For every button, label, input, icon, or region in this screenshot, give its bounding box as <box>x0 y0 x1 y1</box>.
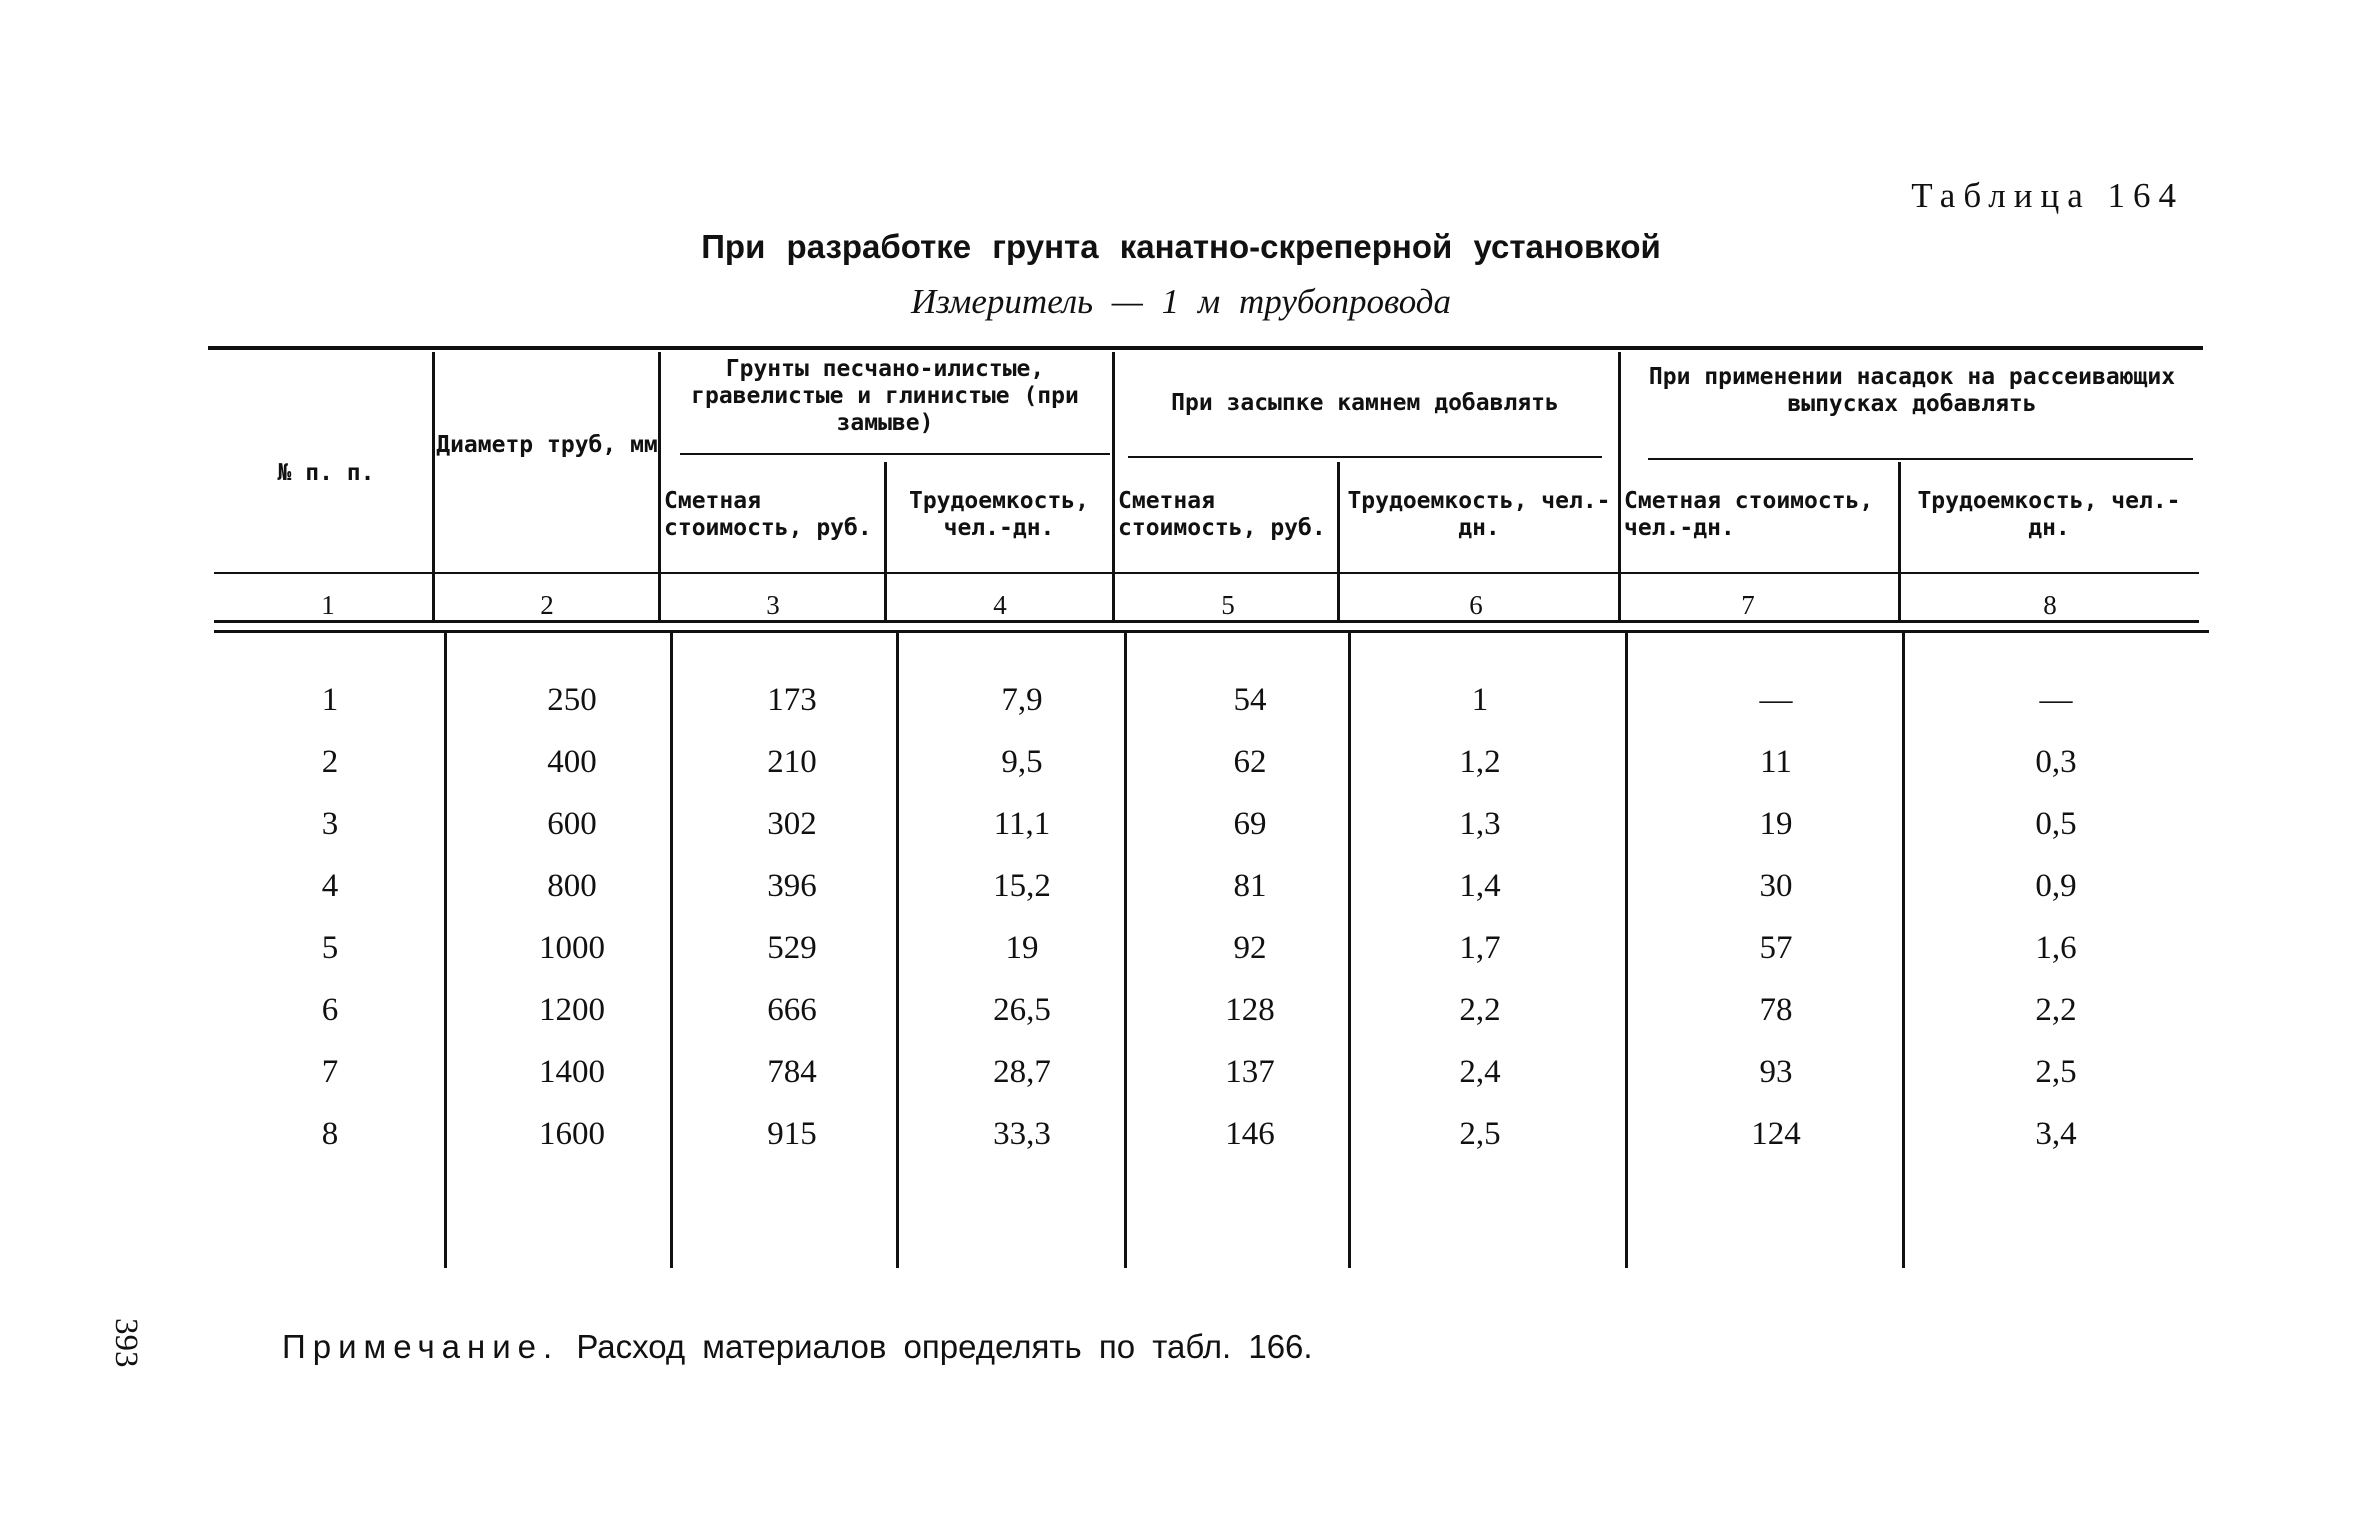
group3-underline <box>1648 458 2193 460</box>
table-cell: — <box>1759 682 1793 718</box>
table-cell: 6 <box>321 992 339 1028</box>
table-cell: 124 <box>1751 1116 1801 1152</box>
table-cell: 2,5 <box>1459 1116 1501 1152</box>
header-labor-4: Трудоемкость, чел.-дн. <box>908 488 1089 541</box>
body-divider-1 <box>444 632 447 1268</box>
table-cell: 1 <box>1471 682 1489 718</box>
table-cell: 7 <box>321 1054 339 1090</box>
table-cell: 11,1 <box>993 806 1051 842</box>
table-cell: 128 <box>1225 992 1275 1028</box>
table-note <box>282 1328 1313 1366</box>
table-cell: 93 <box>1759 1054 1793 1090</box>
table-cell: 915 <box>767 1116 817 1152</box>
table-cell: 0,3 <box>2035 744 2077 780</box>
table-cell: 15,2 <box>993 868 1051 904</box>
table-label: Таблица 164 <box>1911 176 2184 215</box>
column-number: 1 <box>321 590 335 620</box>
header-diameter: Диаметр труб, мм <box>436 432 658 458</box>
column-number: 3 <box>766 590 780 620</box>
table-cell: 1,4 <box>1459 868 1501 904</box>
header-npp: № п. п. <box>277 460 375 486</box>
table-cell: 3,4 <box>2035 1116 2077 1152</box>
header-group2: При засыпке камнем добавлять <box>1171 390 1559 416</box>
table-cell: 11 <box>1760 744 1792 780</box>
table-cell: 2,2 <box>1459 992 1501 1028</box>
table-cell: 1000 <box>539 930 605 966</box>
table-cell: 3 <box>321 806 339 842</box>
table-cell: 1 <box>321 682 339 718</box>
header-divider-5 <box>1337 462 1340 620</box>
table-cell: 9,5 <box>1001 744 1043 780</box>
table-cell: 2,4 <box>1459 1054 1501 1090</box>
header-divider-1 <box>432 352 435 620</box>
group2-underline <box>1128 456 1602 458</box>
table-cell: 173 <box>767 682 817 718</box>
header-labor-8: Трудоемкость, чел.-дн. <box>1917 488 2181 541</box>
table-cell: 78 <box>1759 992 1793 1028</box>
group1-underline <box>680 453 1110 455</box>
table-cell: 210 <box>767 744 817 780</box>
table-cell: 800 <box>547 868 597 904</box>
column-number: 8 <box>2043 590 2057 620</box>
table-cell: 19 <box>1005 930 1039 966</box>
table-cell: 30 <box>1759 868 1793 904</box>
table-cell: 69 <box>1233 806 1267 842</box>
table-cell: 57 <box>1759 930 1793 966</box>
table-cell: 1,7 <box>1459 930 1501 966</box>
note-text: Расход материалов определять по табл. 166. <box>576 1328 1313 1365</box>
table-cell: — <box>2039 682 2073 718</box>
table-cell: 33,3 <box>993 1116 1051 1152</box>
table-cell: 666 <box>767 992 817 1028</box>
table-cell: 81 <box>1233 868 1267 904</box>
table-cell: 92 <box>1233 930 1267 966</box>
body-divider-4 <box>1124 632 1127 1268</box>
table-cell: 1,3 <box>1459 806 1501 842</box>
table-cell: 396 <box>767 868 817 904</box>
table-cell: 0,5 <box>2035 806 2077 842</box>
body-divider-5 <box>1348 632 1351 1268</box>
header-cost-3: Сметная стоимость, руб. <box>664 488 872 541</box>
table-title: При разработке грунта канатно-скреперной установкой <box>701 228 1661 265</box>
table-cell: 1600 <box>539 1116 605 1152</box>
page-number: 393 <box>108 1318 144 1368</box>
table-cell: 0,9 <box>2035 868 2077 904</box>
note-label: Примечание. <box>282 1328 560 1365</box>
header-cost-7: Сметная стоимость, чел.-дн. <box>1624 488 1874 541</box>
table-cell: 250 <box>547 682 597 718</box>
table-cell: 1,6 <box>2035 930 2077 966</box>
table-top-rule <box>208 346 2203 350</box>
header-divider-3 <box>884 462 887 620</box>
table-cell: 529 <box>767 930 817 966</box>
table-cell: 62 <box>1233 744 1267 780</box>
body-divider-6 <box>1625 632 1628 1268</box>
table-cell: 600 <box>547 806 597 842</box>
column-number: 6 <box>1469 590 1483 620</box>
table-cell: 2,5 <box>2035 1054 2077 1090</box>
table-subtitle: Измеритель — 1 м трубопровода <box>911 282 1451 321</box>
column-number: 4 <box>993 590 1007 620</box>
table-cell: 1400 <box>539 1054 605 1090</box>
table-cell: 2,2 <box>2035 992 2077 1028</box>
column-number: 7 <box>1741 590 1755 620</box>
table-cell: 1200 <box>539 992 605 1028</box>
table-cell: 5 <box>321 930 339 966</box>
header-cost-5: Сметная стоимость, руб. <box>1118 488 1326 541</box>
header-group3: При применении насадок на рассеивающих выпусках добавлять <box>1648 364 2176 417</box>
table-cell: 19 <box>1759 806 1793 842</box>
table-cell: 28,7 <box>993 1054 1051 1090</box>
header-bottom-rule <box>214 572 2199 574</box>
column-number: 5 <box>1221 590 1235 620</box>
header-divider-2 <box>658 352 661 620</box>
header-divider-6 <box>1618 352 1621 620</box>
table-cell: 302 <box>767 806 817 842</box>
header-group1: Грунты песчано-илистые, гравелистые и глинистые (при замыве) <box>691 356 1079 436</box>
table-cell: 2 <box>321 744 339 780</box>
body-divider-2 <box>670 632 673 1268</box>
table-cell: 26,5 <box>993 992 1051 1028</box>
table-cell: 4 <box>321 868 339 904</box>
table-cell: 400 <box>547 744 597 780</box>
table-cell: 54 <box>1233 682 1267 718</box>
body-divider-7 <box>1902 632 1905 1268</box>
table-cell: 7,9 <box>1001 682 1043 718</box>
body-divider-3 <box>896 632 899 1268</box>
table-cell: 137 <box>1225 1054 1275 1090</box>
table-cell: 146 <box>1225 1116 1275 1152</box>
table-cell: 8 <box>321 1116 339 1152</box>
table-cell: 784 <box>767 1054 817 1090</box>
column-number: 2 <box>540 590 554 620</box>
table-cell: 1,2 <box>1459 744 1501 780</box>
body-top-rule <box>214 630 2209 633</box>
header-labor-6: Трудоемкость, чел.-дн. <box>1347 488 1611 541</box>
header-divider-4 <box>1112 352 1115 620</box>
header-divider-7 <box>1898 462 1901 620</box>
